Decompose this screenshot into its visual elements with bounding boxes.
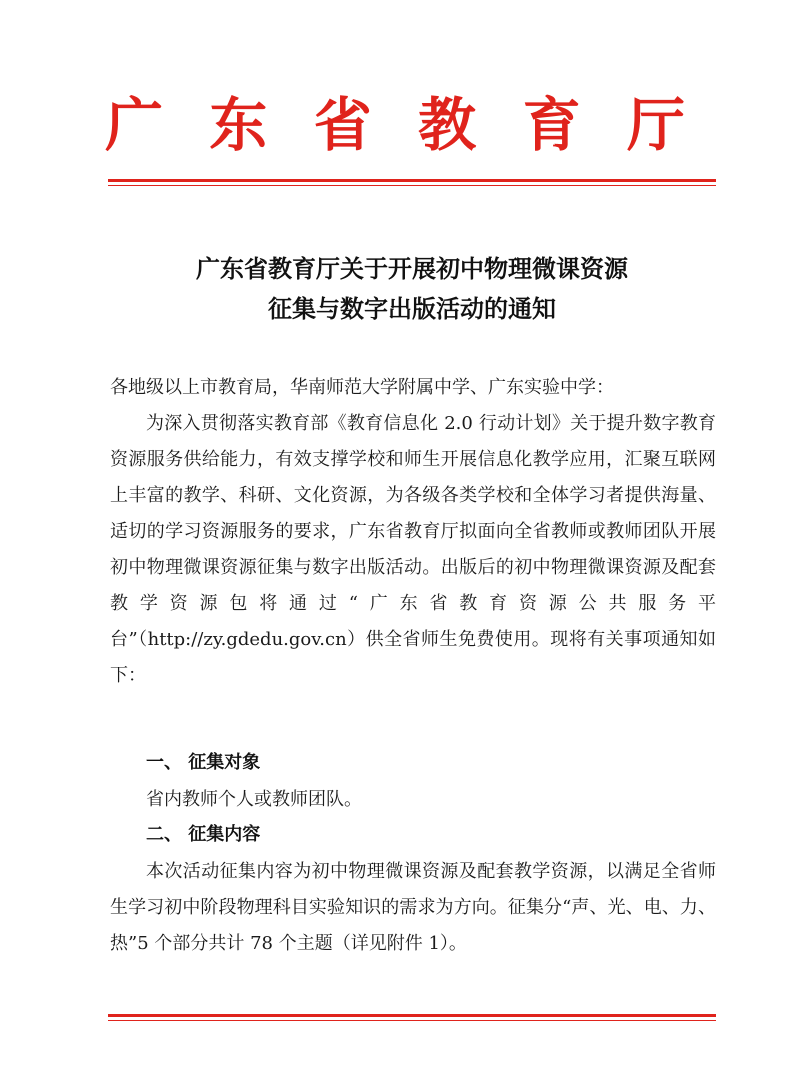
title-line-1: 广东省教育厅关于开展初中物理微课资源 bbox=[196, 254, 628, 283]
section-heading-target: 一、 征集对象 bbox=[146, 752, 261, 773]
footer-red-rule-thin bbox=[108, 1020, 716, 1021]
footer-red-rule-thick bbox=[108, 1014, 716, 1017]
salutation: 各地级以上市教育局，华南师范大学附属中学、广东实验中学： bbox=[110, 377, 614, 398]
header-red-rule-thin bbox=[108, 185, 716, 186]
intro-paragraph: 为深入贯彻落实教育部《教育信息化 2.0 行动计划》关于提升数字教育资源服务供给能力，有效支撑学校和师生开展信息化教学应用，汇聚互联网上丰富的教学、科研、文化资源，为各级各类学校和全体学习者提供海量、适切的学习资源服务的要求，广东省教育厅拟面向全省教师或教师团队开展初中物理微课资源征集与数字出版活动。出版后的初中物理微课资源及配套教学资源包将通过“广东省教育资源公共服务平台”（http://zy.gdedu.gov.cn）供全省师生免费使用。现将有关事项通知如下： bbox=[110, 413, 716, 686]
masthead-char: 东 bbox=[209, 91, 268, 159]
masthead-char: 广 bbox=[105, 91, 164, 159]
masthead-char: 省 bbox=[313, 91, 372, 159]
section-text-content: 本次活动征集内容为初中物理微课资源及配套教学资源，以满足全省师生学习初中阶段物理科目实验知识的需求为方向。征集分“声、光、电、力、热”5 个部分共计 78 个主题（详见附件 1）。 bbox=[110, 861, 716, 954]
title-line-2: 征集与数字出版活动的通知 bbox=[268, 294, 556, 323]
masthead-char: 育 bbox=[522, 91, 581, 159]
masthead-title bbox=[105, 91, 685, 159]
masthead-char: 教 bbox=[418, 91, 477, 159]
masthead-char: 厅 bbox=[626, 91, 685, 159]
header-red-rule-thick bbox=[108, 179, 716, 182]
document-title bbox=[108, 249, 716, 329]
section-text-target: 省内教师个人或教师团队。 bbox=[146, 789, 362, 810]
section-heading-content: 二、 征集内容 bbox=[146, 824, 261, 845]
